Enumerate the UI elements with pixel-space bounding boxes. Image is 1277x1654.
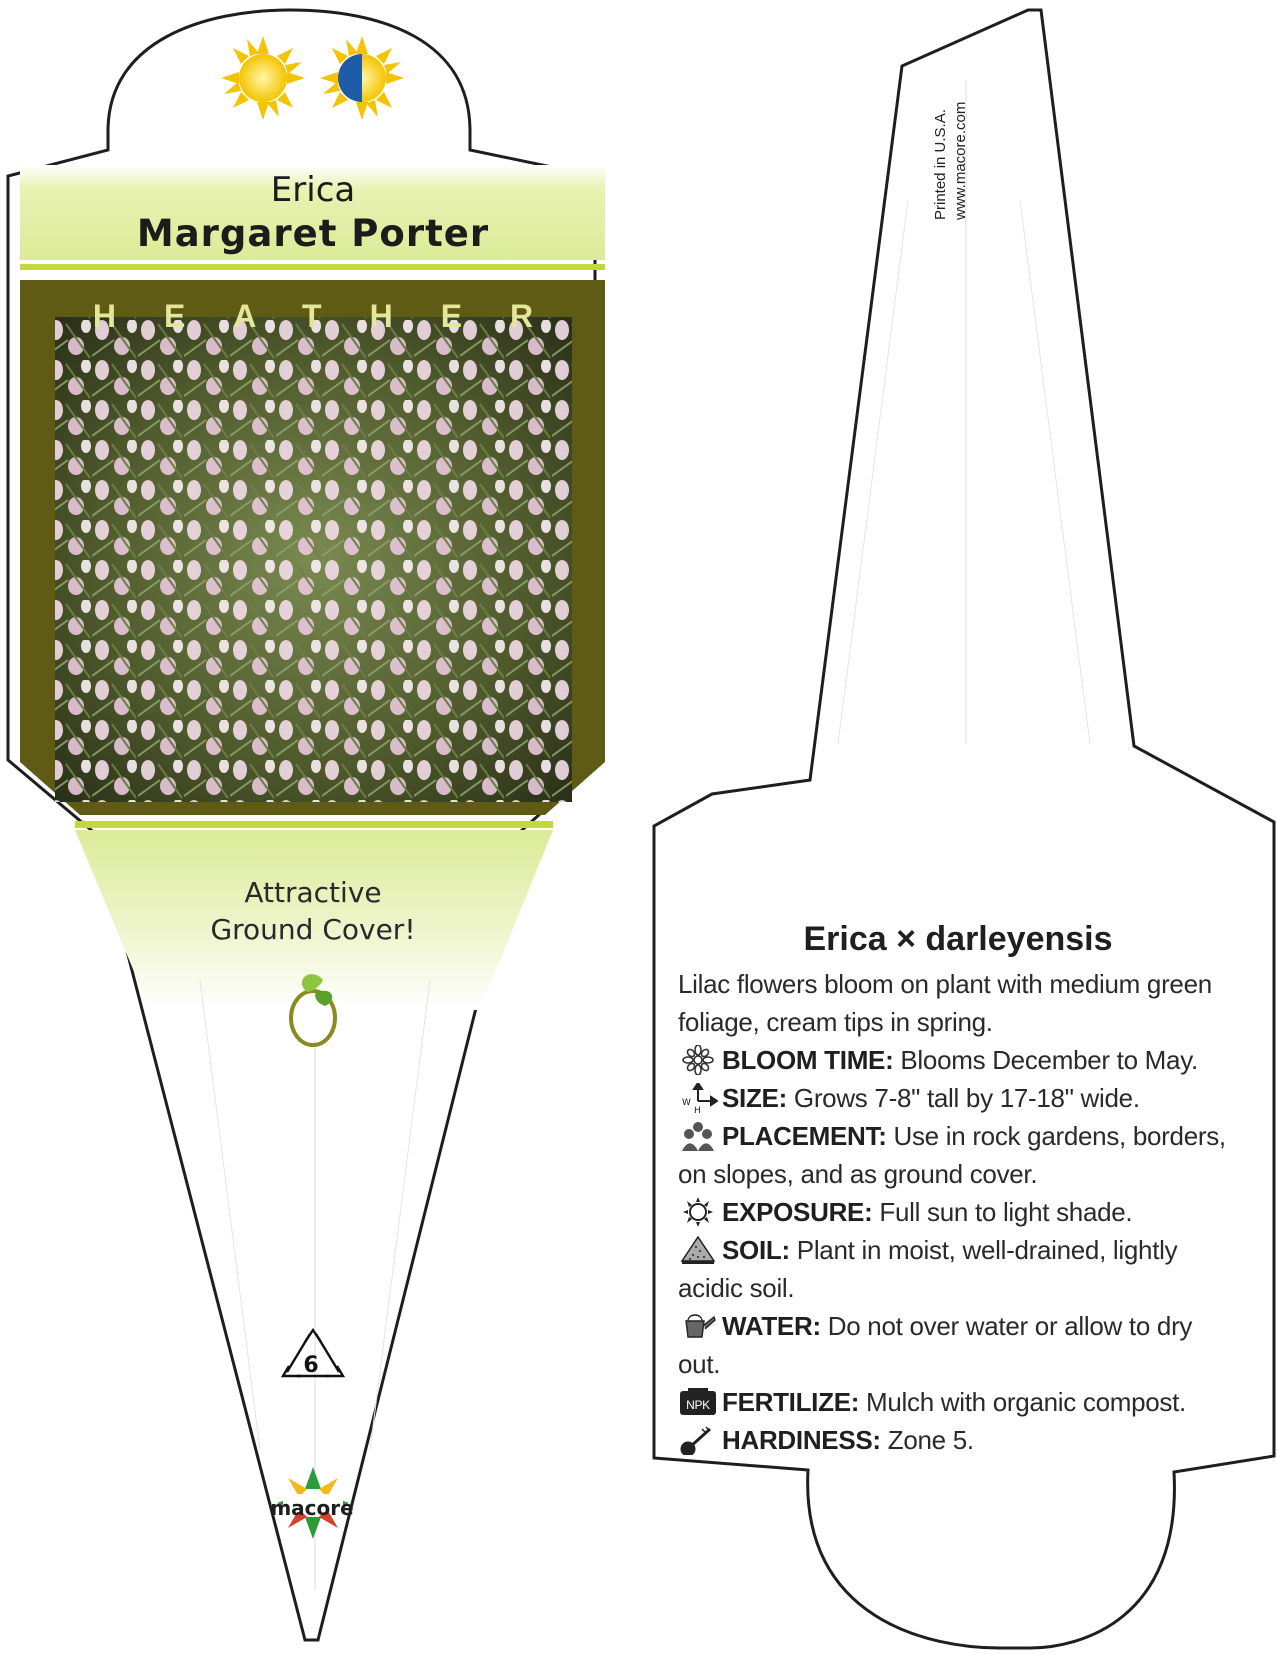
water-label: WATER: <box>722 1311 821 1341</box>
recycle-code: 6 <box>303 1353 319 1378</box>
soil-icon <box>678 1235 718 1265</box>
thermometer-icon <box>678 1425 718 1455</box>
title-band-rule <box>20 264 605 270</box>
tagline <box>120 874 506 948</box>
exposure-label: EXPOSURE: <box>722 1197 873 1227</box>
water-text: Do not over water or allow to dry out. <box>678 1311 1193 1379</box>
flower-icon <box>678 1045 718 1075</box>
water-row <box>678 1307 1238 1383</box>
npk-text: NPK <box>686 1398 710 1412</box>
size-h-letter: H <box>694 1106 701 1113</box>
watering-can-icon <box>678 1311 718 1341</box>
placement-icon <box>678 1121 718 1151</box>
plant-photo <box>55 317 572 802</box>
bloom-time-row <box>678 1041 1238 1079</box>
fertilize-label: FERTILIZE: <box>722 1387 860 1417</box>
printed-in: Printed in U.S.A. <box>932 109 949 220</box>
plant-description: Lilac flowers bloom on plant with medium green foliage, cream tips in spring. <box>678 969 1212 1037</box>
soil-row <box>678 1231 1238 1307</box>
category-heading: HEATHER <box>92 298 582 334</box>
hardiness-label: HARDINESS: <box>722 1425 881 1455</box>
tagline-line-2: Ground Cover! <box>210 913 416 946</box>
size-text: Grows 7-8" tall by 17-18" wide. <box>793 1083 1140 1113</box>
genus-name: Erica <box>270 170 356 210</box>
soil-label: SOIL: <box>722 1235 790 1265</box>
npk-icon <box>678 1387 718 1417</box>
size-label: SIZE: <box>722 1083 787 1113</box>
botanical-name: Erica × darleyensis <box>803 920 1113 958</box>
size-arrows-icon <box>678 1083 718 1113</box>
bloom-time-text: Blooms December to May. <box>900 1045 1198 1075</box>
fertilize-row <box>678 1383 1238 1421</box>
care-instructions <box>678 920 1238 1459</box>
brand-name: macore <box>270 1496 354 1520</box>
printer-website: www.macore.com <box>952 101 969 220</box>
sun-icon <box>678 1197 718 1227</box>
printer-info <box>932 50 972 220</box>
placement-label: PLACEMENT: <box>722 1121 887 1151</box>
size-w-letter: W <box>682 1098 691 1108</box>
exposure-row <box>678 1193 1238 1231</box>
hardiness-row <box>678 1421 1238 1459</box>
exposure-text: Full sun to light shade. <box>879 1197 1133 1227</box>
bloom-time-label: BLOOM TIME: <box>722 1045 894 1075</box>
fertilize-text: Mulch with organic compost. <box>866 1387 1186 1417</box>
lower-band-rule <box>75 821 553 828</box>
tagline-line-1: Attractive <box>244 876 382 909</box>
soil-text: Plant in moist, well-drained, lightly acidic soil. <box>678 1235 1178 1303</box>
placement-row <box>678 1117 1238 1193</box>
full-sun-icon <box>221 36 305 120</box>
placement-text: Use in rock gardens, borders, on slopes, and as ground cover. <box>678 1121 1226 1189</box>
part-sun-icon <box>320 36 404 120</box>
size-row <box>678 1079 1238 1117</box>
hardiness-text: Zone 5. <box>887 1425 974 1455</box>
cultivar-name: Margaret Porter <box>136 212 490 255</box>
